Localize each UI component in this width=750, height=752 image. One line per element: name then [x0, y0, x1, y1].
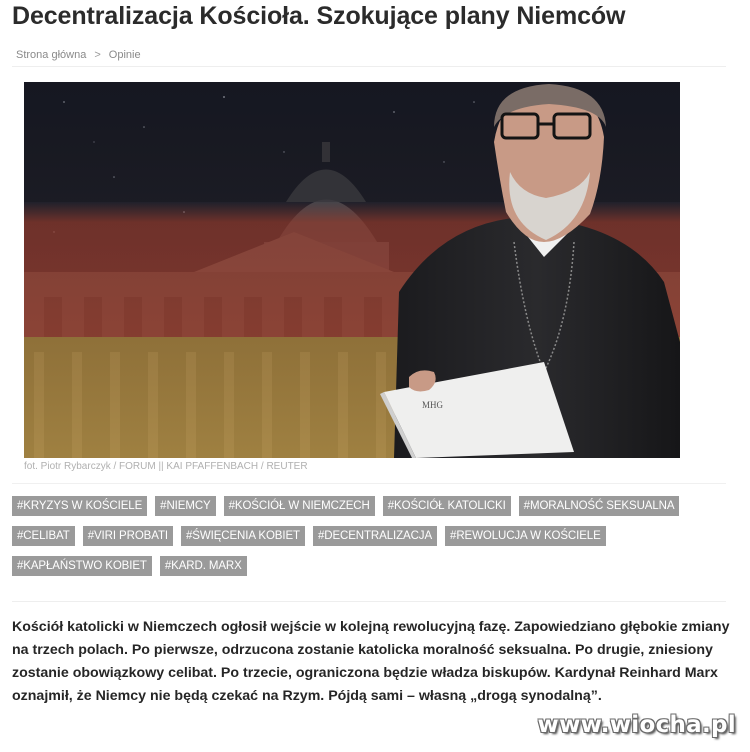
tag-link[interactable]: #CELIBAT [12, 526, 75, 546]
divider [12, 66, 726, 67]
tag-link[interactable]: #NIEMCY [155, 496, 215, 516]
article-lead: Kościół katolicki w Niemczech ogłosił wejście w kolejną rewolucyjną fazę. Zapowiedziano głębokie zmiany na trzech polach. Po pierwsze, odrzucona zostanie katolicka moralność seksualna. Po drugie, zniesiony zostanie obowiązkowy celibat. Po trzecie, ograniczona będzie władza biskupów. Kardynał Reinhard Marx oznajmił, że Niemcy nie będą czekać na Rzym. Pójdą sami – własną „drogą synodalną”. [12, 619, 730, 704]
tag-link[interactable]: #KOŚCIÓŁ KATOLICKI [383, 496, 511, 516]
tag-link[interactable]: #KRYZYS W KOŚCIELE [12, 496, 147, 516]
tag-link[interactable]: #DECENTRALIZACJA [313, 526, 437, 546]
divider [12, 601, 726, 602]
tag-link[interactable]: #ŚWIĘCENIA KOBIET [181, 526, 305, 546]
breadcrumb-home-link[interactable]: Strona główna [16, 49, 87, 61]
breadcrumb-opinions-link[interactable]: Opinie [108, 49, 141, 61]
tag-link[interactable]: #VIRI PROBATI [83, 526, 173, 546]
tag-link[interactable]: #KOŚCIÓŁ W NIEMCZECH [224, 496, 375, 516]
tag-link[interactable]: #REWOLUCJA W KOŚCIELE [445, 526, 606, 546]
divider [12, 483, 726, 484]
image-credit: fot. Piotr Rybarczyk / FORUM || KAI PFAFFENBACH / REUTER [24, 461, 308, 472]
site-watermark: www.wiocha.pl [537, 712, 736, 738]
tag-link[interactable]: #MORALNOŚĆ SEKSUALNA [519, 496, 680, 516]
tag-link[interactable]: #KAPŁAŃSTWO KOBIET [12, 556, 152, 576]
breadcrumb-separator-icon: > [94, 49, 101, 61]
breadcrumb [16, 46, 141, 64]
book-label: MHG [422, 400, 444, 410]
tag-link[interactable]: #KARD. MARX [160, 556, 247, 576]
article-title: Decentralizacja Kościoła. Szokujące plany Niemców [12, 2, 626, 30]
article-hero-image [24, 82, 680, 458]
tag-list [12, 496, 727, 576]
